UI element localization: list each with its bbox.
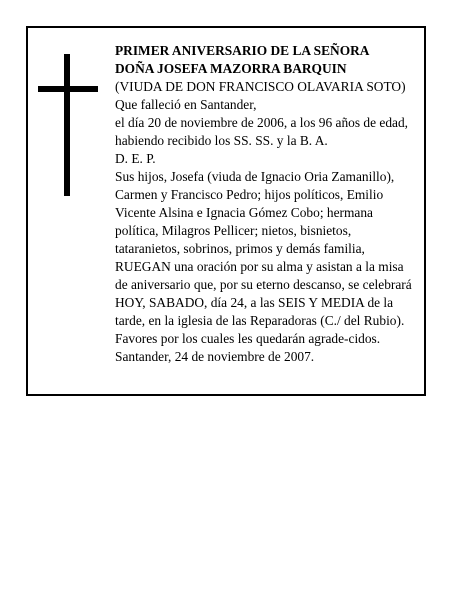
notice-line-family-4: política, Milagros Pellicer; nietos, bisnietos,	[115, 223, 352, 238]
notice-line-date: el día 20 de noviembre de 2006, a los 96 años de edad,	[115, 115, 409, 130]
notice-line-mass-place: tarde, en la iglesia de las Reparadoras (C./ del Rubio).	[115, 313, 405, 328]
obituary-notice	[26, 26, 426, 396]
notice-header-line-2: DOÑA JOSEFA MAZORRA BARQUIN	[115, 61, 347, 76]
notice-line-widow: (VIUDA DE DON FRANCISCO OLAVARIA SOTO)	[115, 79, 406, 94]
notice-line-request-1: RUEGAN una oración por su alma y asistan a la misa	[115, 259, 404, 274]
notice-line-died: Que falleció en Santander,	[115, 97, 257, 112]
notice-line-family-3: Vicente Alsina e Ignacia Gómez Cobo; hermana	[115, 205, 373, 220]
cross-icon	[38, 54, 98, 196]
notice-line-dep: D. E. P.	[115, 151, 156, 166]
notice-line-family-1: Sus hijos, Josefa (viuda de Ignacio Oria Zamanillo),	[115, 169, 395, 184]
notice-line-mass-time: HOY, SABADO, día 24, a las SEIS Y MEDIA de la	[115, 295, 394, 310]
notice-line-family-2: Carmen y Francisco Pedro; hijos políticos, Emilio	[115, 187, 384, 202]
notice-header-line-1: PRIMER ANIVERSARIO DE LA SEÑORA	[115, 43, 370, 58]
notice-line-family-5: tataranietos, sobrinos, primos y demás familia,	[115, 241, 365, 256]
notice-line-thanks: Favores por los cuales les quedarán agrade-cidos.	[115, 331, 381, 346]
notice-line-signoff: Santander, 24 de noviembre de 2007.	[115, 349, 315, 364]
notice-line-request-2: de aniversario que, por su eterno descanso, se celebrará	[115, 277, 412, 292]
notice-text	[115, 42, 423, 366]
notice-line-sacraments: habiendo recibido los SS. SS. y la B. A.	[115, 133, 328, 148]
cross-vertical-bar	[64, 54, 70, 196]
cross-horizontal-bar	[38, 86, 98, 92]
